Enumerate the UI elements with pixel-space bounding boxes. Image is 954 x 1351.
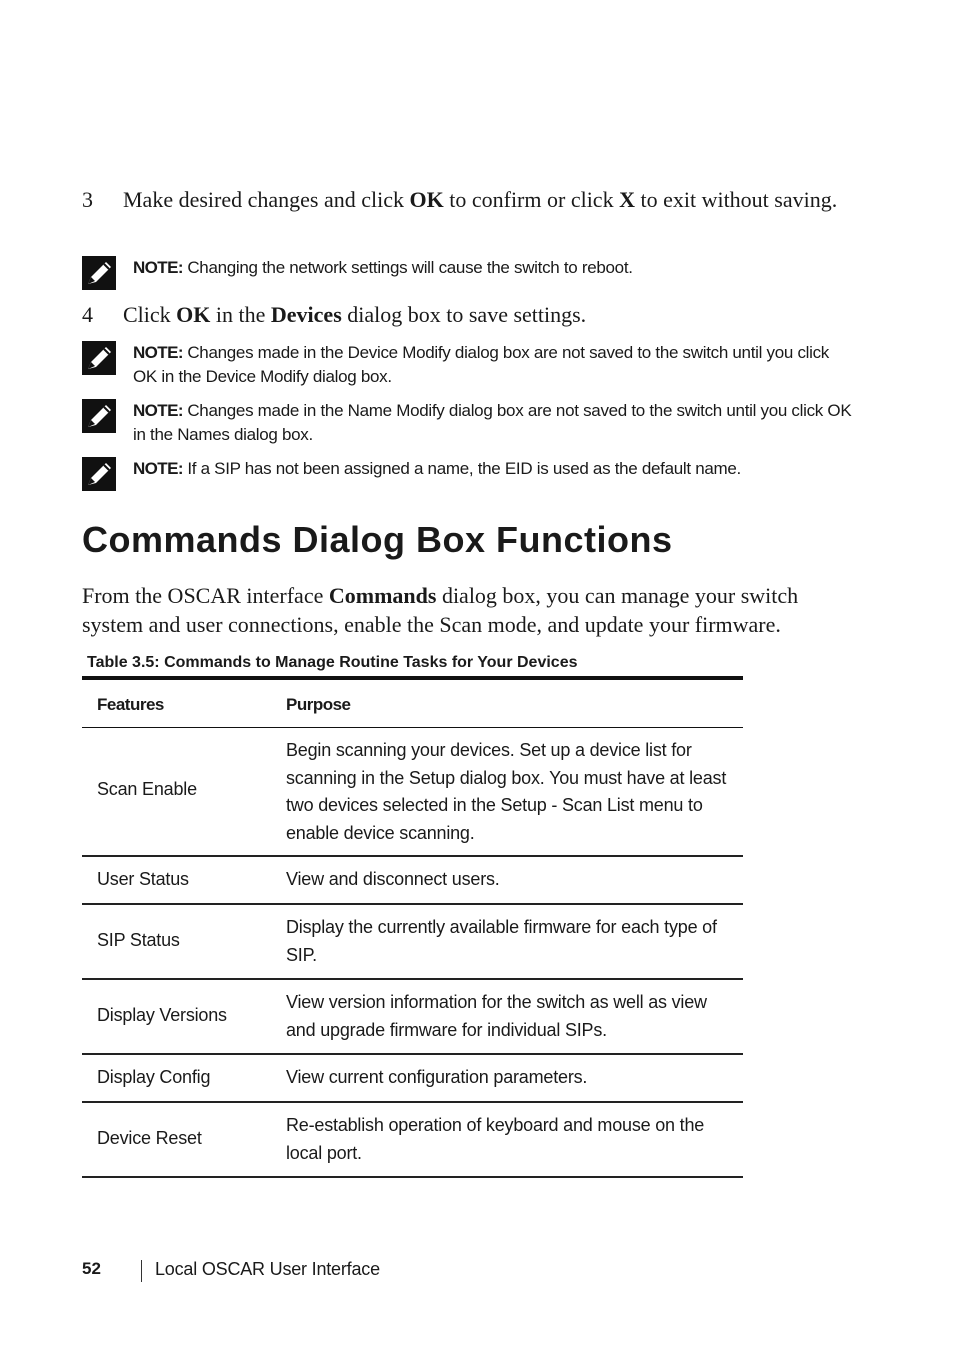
note-name-modify <box>82 399 852 449</box>
intro-paragraph <box>82 581 862 639</box>
header-purpose: Purpose <box>286 695 351 714</box>
table-row <box>82 857 743 905</box>
step-text <box>123 300 853 329</box>
note-label: NOTE: <box>133 459 183 478</box>
step-text-part: to exit without saving. <box>634 187 838 212</box>
intro-bold: Commands <box>328 583 437 608</box>
note-body: Changes made in the Device Modify dialog box are not saved to the switch until you click OK in the Device Modify dialog box. <box>133 343 829 386</box>
step-text-bold: X <box>619 187 635 212</box>
note-body: If a SIP has not been assigned a name, the EID is used as the default name. <box>182 459 741 478</box>
pencil-note-icon <box>82 341 116 375</box>
table-row <box>82 1055 743 1103</box>
intro-text: dialog box, you can manage your switch system and user connections, enable the Scan mode, and update your firmware. <box>82 583 799 637</box>
step-3 <box>82 185 852 245</box>
note-label: NOTE: <box>133 343 183 362</box>
table-row <box>82 980 743 1055</box>
pencil-note-icon <box>82 256 116 290</box>
feature-cell: Display Config <box>97 1067 211 1087</box>
page-number: 52 <box>82 1259 101 1278</box>
note-sip-name <box>82 457 852 491</box>
note-body: Changes made in the Name Modify dialog box are not saved to the switch until you click OK in the Names dialog box. <box>133 401 852 444</box>
feature-cell: User Status <box>97 869 189 889</box>
step-4 <box>82 300 852 330</box>
intro-text: From the OSCAR interface <box>82 583 329 608</box>
table-header <box>82 676 743 728</box>
footer-divider <box>141 1260 142 1282</box>
note-text <box>133 341 853 389</box>
purpose-cell: Begin scanning your devices. Set up a device list for scanning in the Setup dialog box. You must have at least two devices selected in the Setup - Scan List menu to enable device scanning. <box>286 740 727 843</box>
purpose-cell: Display the currently available firmware for each type of SIP. <box>286 917 717 965</box>
step-text-part: Click <box>123 302 177 327</box>
step-text-part: in the <box>210 302 271 327</box>
feature-cell: Device Reset <box>97 1128 202 1148</box>
step-text-bold: Devices <box>270 302 342 327</box>
purpose-cell: View current configuration parameters. <box>286 1067 588 1087</box>
note-body: Changing the network settings will cause the switch to reboot. <box>182 258 633 277</box>
table-row <box>82 905 743 980</box>
note-network-reboot <box>82 256 852 290</box>
step-number: 4 <box>82 302 93 327</box>
note-device-modify <box>82 341 852 391</box>
purpose-cell: Re-establish operation of keyboard and mouse on the local port. <box>286 1115 705 1163</box>
step-text-part: to confirm or click <box>443 187 620 212</box>
footer-chapter-title: Local OSCAR User Interface <box>155 1259 380 1279</box>
note-text <box>133 457 853 481</box>
step-text <box>123 185 853 214</box>
note-text <box>133 399 853 447</box>
step-text-part: Make desired changes and click <box>123 187 410 212</box>
table-row <box>82 728 743 857</box>
table-row <box>82 1103 743 1178</box>
pencil-note-icon <box>82 399 116 433</box>
section-title: Commands Dialog Box Functions <box>82 519 673 560</box>
purpose-cell: View version information for the switch as well as view and upgrade firmware for individual SIPs. <box>286 992 707 1040</box>
step-text-bold: OK <box>409 187 444 212</box>
header-features: Features <box>97 695 164 714</box>
commands-table <box>82 676 743 1178</box>
step-number: 3 <box>82 187 93 212</box>
note-label: NOTE: <box>133 401 183 420</box>
purpose-cell: View and disconnect users. <box>286 869 500 889</box>
feature-cell: Scan Enable <box>97 779 197 799</box>
step-text-part: dialog box to save settings. <box>341 302 587 327</box>
step-text-bold: OK <box>176 302 211 327</box>
table-caption: Table 3.5: Commands to Manage Routine Tasks for Your Devices <box>87 654 578 671</box>
pencil-note-icon <box>82 457 116 491</box>
note-label: NOTE: <box>133 258 183 277</box>
feature-cell: SIP Status <box>97 930 180 950</box>
note-text <box>133 256 853 280</box>
feature-cell: Display Versions <box>97 1005 227 1025</box>
